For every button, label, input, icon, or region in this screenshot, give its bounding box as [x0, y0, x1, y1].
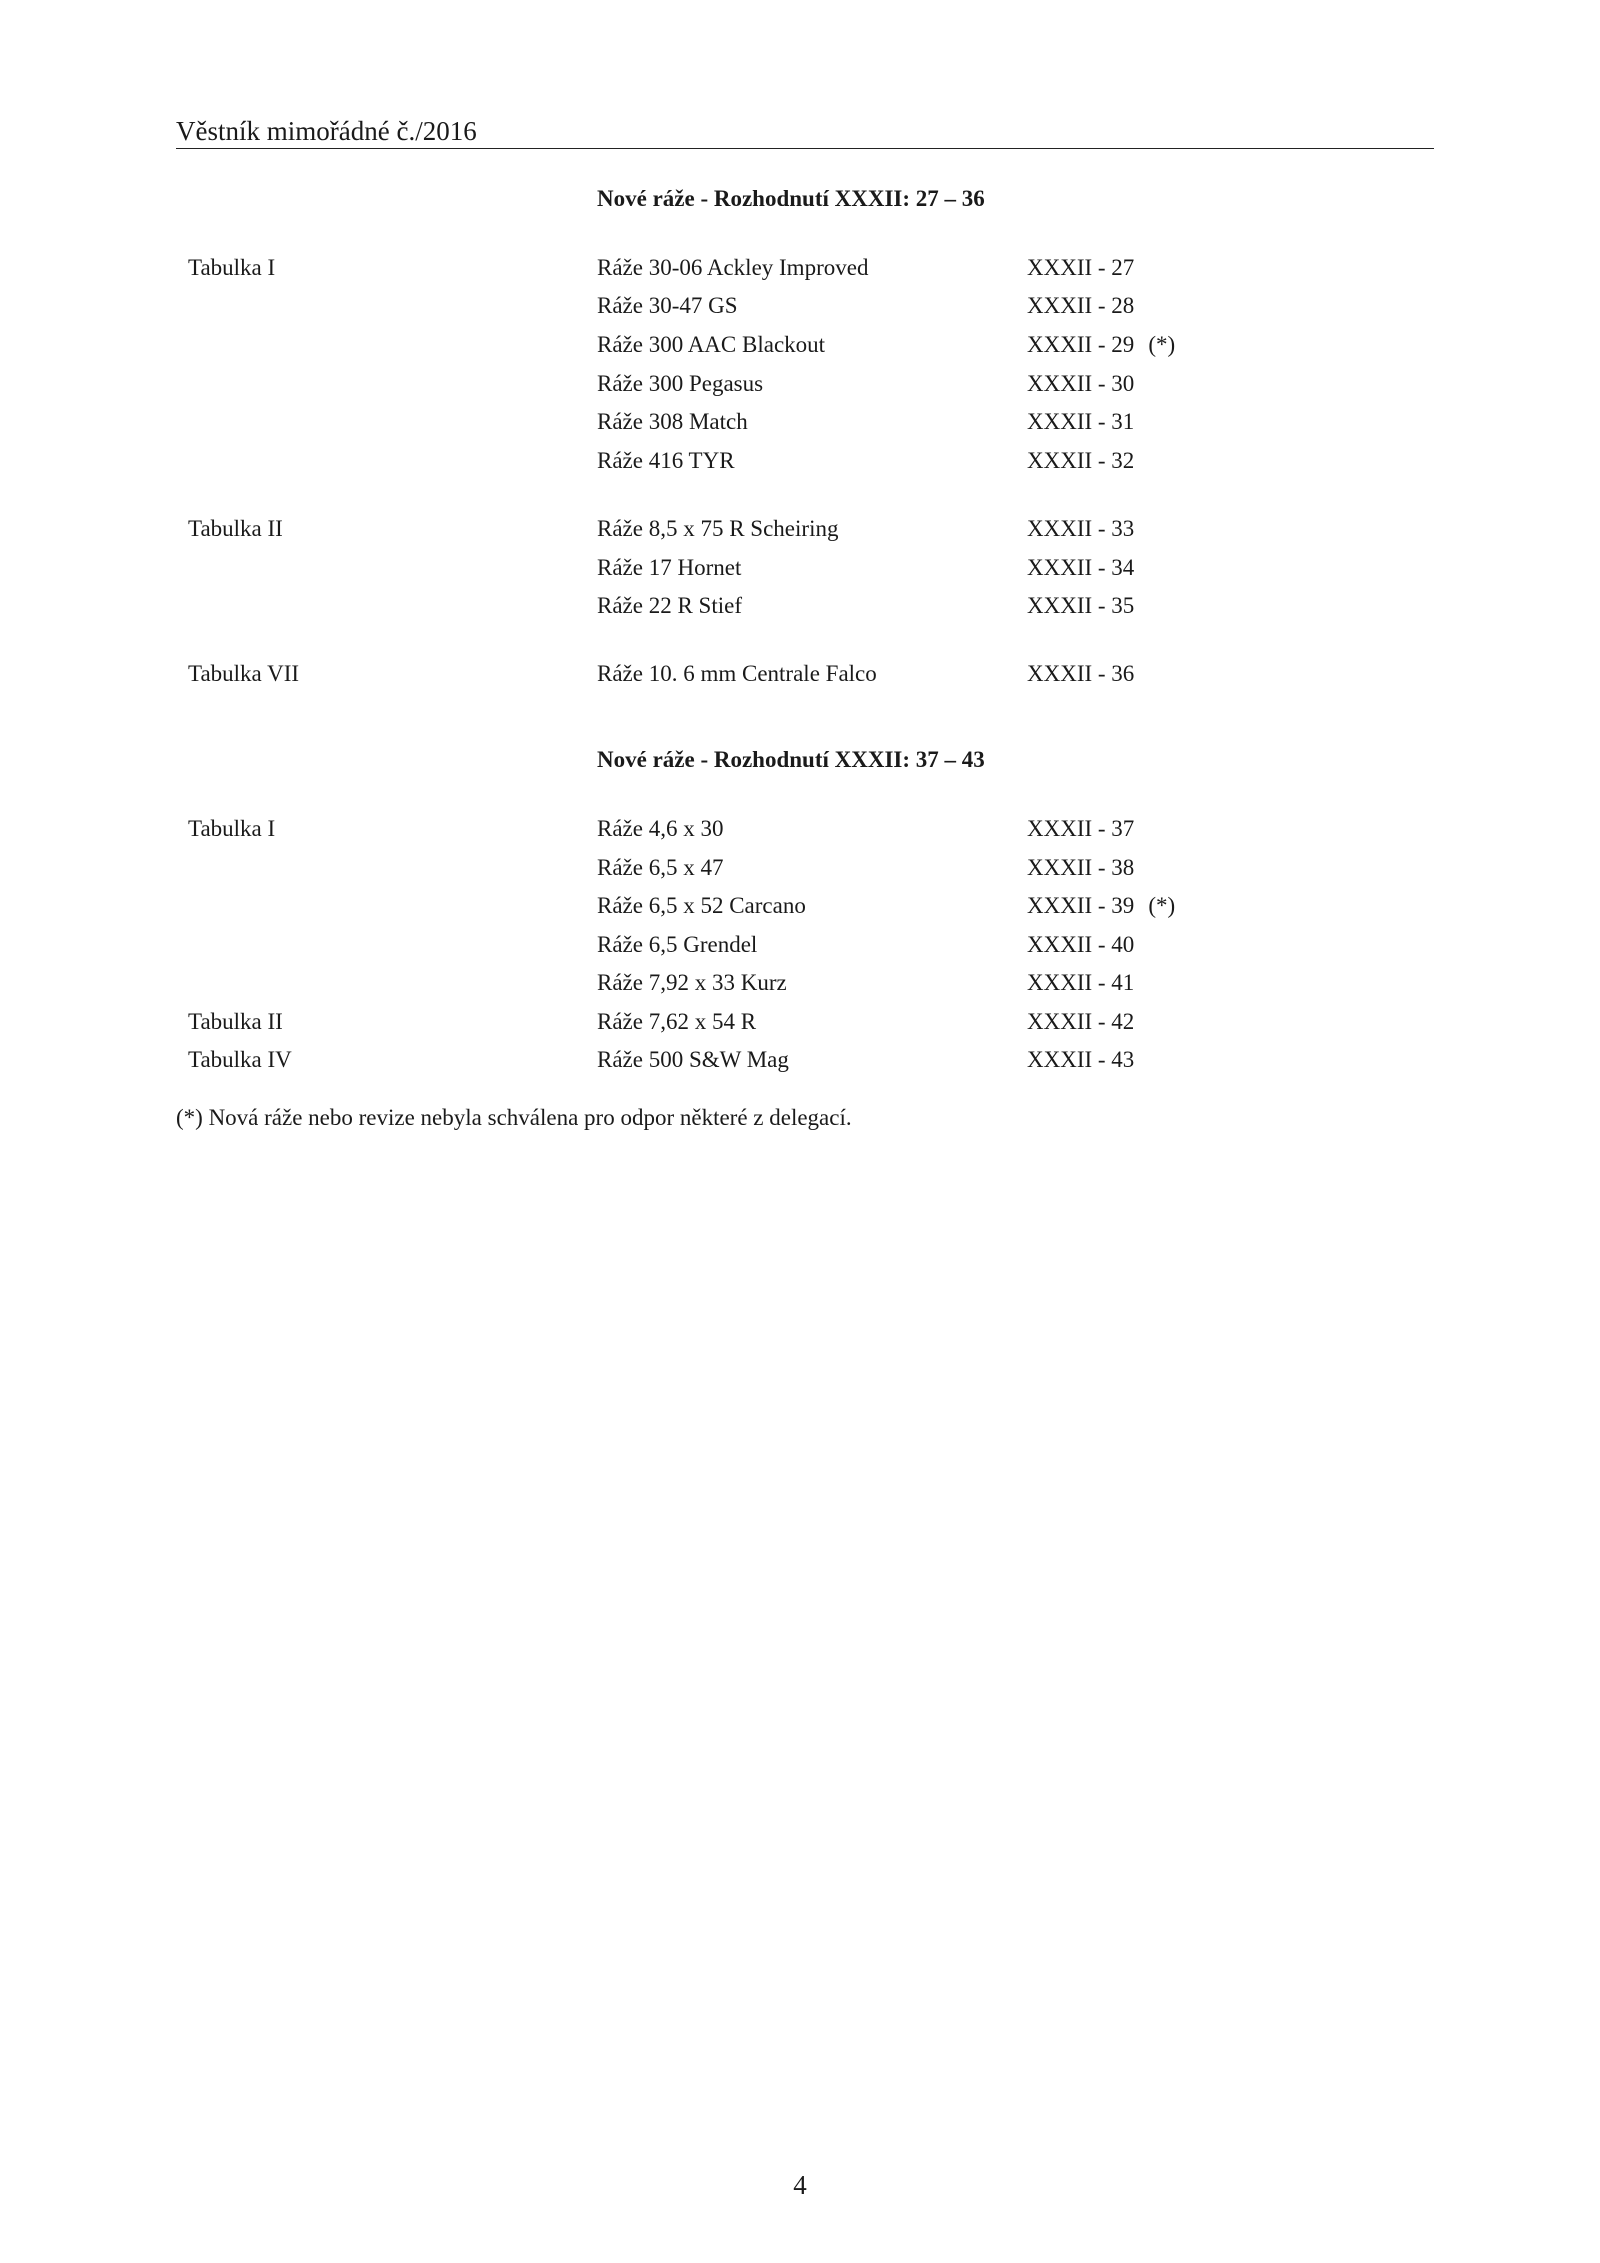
caliber-row: [0, 369, 1600, 399]
decision-code: [1027, 930, 1148, 960]
decision-code: [1027, 591, 1148, 621]
caliber-row: [0, 814, 1600, 844]
table-category: Tabulka I: [188, 255, 276, 280]
decision-code-text: XXXII - 31: [1027, 409, 1135, 434]
footnote: (*) Nová ráže nebo revize nebyla schválena pro odpor některé z delegací.: [176, 1105, 852, 1130]
decision-code-text: XXXII - 32: [1027, 448, 1135, 473]
decision-code: [1027, 446, 1148, 476]
caliber-name: Ráže 500 S&W Mag: [597, 1047, 789, 1072]
footnote-mark: (*): [1148, 332, 1176, 357]
publication-title: Věstník mimořádné č./2016: [176, 116, 477, 146]
decision-code-text: XXXII - 29: [1027, 332, 1135, 357]
caliber-row: [0, 1045, 1600, 1075]
caliber-name: Ráže 7,92 x 33 Kurz: [597, 970, 787, 995]
caliber-row: [0, 330, 1600, 360]
footnote-mark: (*): [1148, 893, 1176, 918]
decision-code: [1027, 1007, 1148, 1037]
decision-code-text: XXXII - 35: [1027, 593, 1135, 618]
table-category: Tabulka IV: [188, 1047, 292, 1072]
decision-code-text: XXXII - 37: [1027, 816, 1135, 841]
decision-code-text: XXXII - 41: [1027, 970, 1135, 995]
decision-code-text: XXXII - 30: [1027, 371, 1135, 396]
caliber-name: Ráže 30-06 Ackley Improved: [597, 255, 869, 280]
caliber-name: Ráže 6,5 Grendel: [597, 932, 758, 957]
decision-code-text: XXXII - 40: [1027, 932, 1135, 957]
decision-code: [1027, 291, 1148, 321]
caliber-name: Ráže 8,5 x 75 R Scheiring: [597, 516, 839, 541]
decision-code: [1027, 891, 1175, 921]
caliber-name: Ráže 10. 6 mm Centrale Falco: [597, 661, 877, 686]
decision-code-text: XXXII - 34: [1027, 555, 1135, 580]
caliber-name: Ráže 30-47 GS: [597, 293, 738, 318]
table-category: Tabulka II: [188, 1009, 283, 1034]
caliber-name: Ráže 7,62 x 54 R: [597, 1009, 757, 1034]
decision-code-text: XXXII - 42: [1027, 1009, 1135, 1034]
caliber-name: Ráže 300 AAC Blackout: [597, 332, 826, 357]
decision-code-text: XXXII - 39: [1027, 893, 1135, 918]
decision-code: [1027, 407, 1148, 437]
caliber-row: [0, 291, 1600, 321]
caliber-row: [0, 853, 1600, 883]
caliber-row: [0, 591, 1600, 621]
section-title: Nové ráže - Rozhodnutí XXXII: 27 – 36: [597, 186, 985, 211]
page-header: [176, 112, 1434, 149]
decision-code: [1027, 853, 1148, 883]
caliber-row: [0, 446, 1600, 476]
table-category: Tabulka I: [188, 816, 276, 841]
caliber-name: Ráže 17 Hornet: [597, 555, 742, 580]
decision-code-text: XXXII - 28: [1027, 293, 1135, 318]
decision-code-text: XXXII - 38: [1027, 855, 1135, 880]
decision-code-text: XXXII - 43: [1027, 1047, 1135, 1072]
caliber-name: Ráže 416 TYR: [597, 448, 735, 473]
caliber-row: [0, 253, 1600, 283]
caliber-row: [0, 930, 1600, 960]
decision-code-text: XXXII - 33: [1027, 516, 1135, 541]
decision-code: [1027, 330, 1175, 360]
section-title: Nové ráže - Rozhodnutí XXXII: 37 – 43: [597, 747, 985, 772]
caliber-name: Ráže 6,5 x 52 Carcano: [597, 893, 806, 918]
caliber-row: [0, 514, 1600, 544]
table-category: Tabulka II: [188, 516, 283, 541]
decision-code: [1027, 553, 1148, 583]
caliber-row: [0, 659, 1600, 689]
decision-code: [1027, 253, 1148, 283]
table-category: Tabulka VII: [188, 661, 300, 686]
caliber-row: [0, 968, 1600, 998]
caliber-row: [0, 891, 1600, 921]
caliber-name: Ráže 6,5 x 47: [597, 855, 724, 880]
caliber-row: [0, 1007, 1600, 1037]
caliber-name: Ráže 300 Pegasus: [597, 371, 764, 396]
decision-code: [1027, 659, 1148, 689]
decision-code: [1027, 514, 1148, 544]
decision-code: [1027, 369, 1148, 399]
caliber-name: Ráže 4,6 x 30: [597, 816, 724, 841]
caliber-name: Ráže 22 R Stief: [597, 593, 742, 618]
caliber-name: Ráže 308 Match: [597, 409, 748, 434]
decision-code-text: XXXII - 36: [1027, 661, 1135, 686]
page-number: 4: [793, 2170, 807, 2200]
decision-code: [1027, 968, 1148, 998]
decision-code-text: XXXII - 27: [1027, 255, 1135, 280]
caliber-row: [0, 553, 1600, 583]
decision-code: [1027, 814, 1148, 844]
caliber-row: [0, 407, 1600, 437]
decision-code: [1027, 1045, 1148, 1075]
